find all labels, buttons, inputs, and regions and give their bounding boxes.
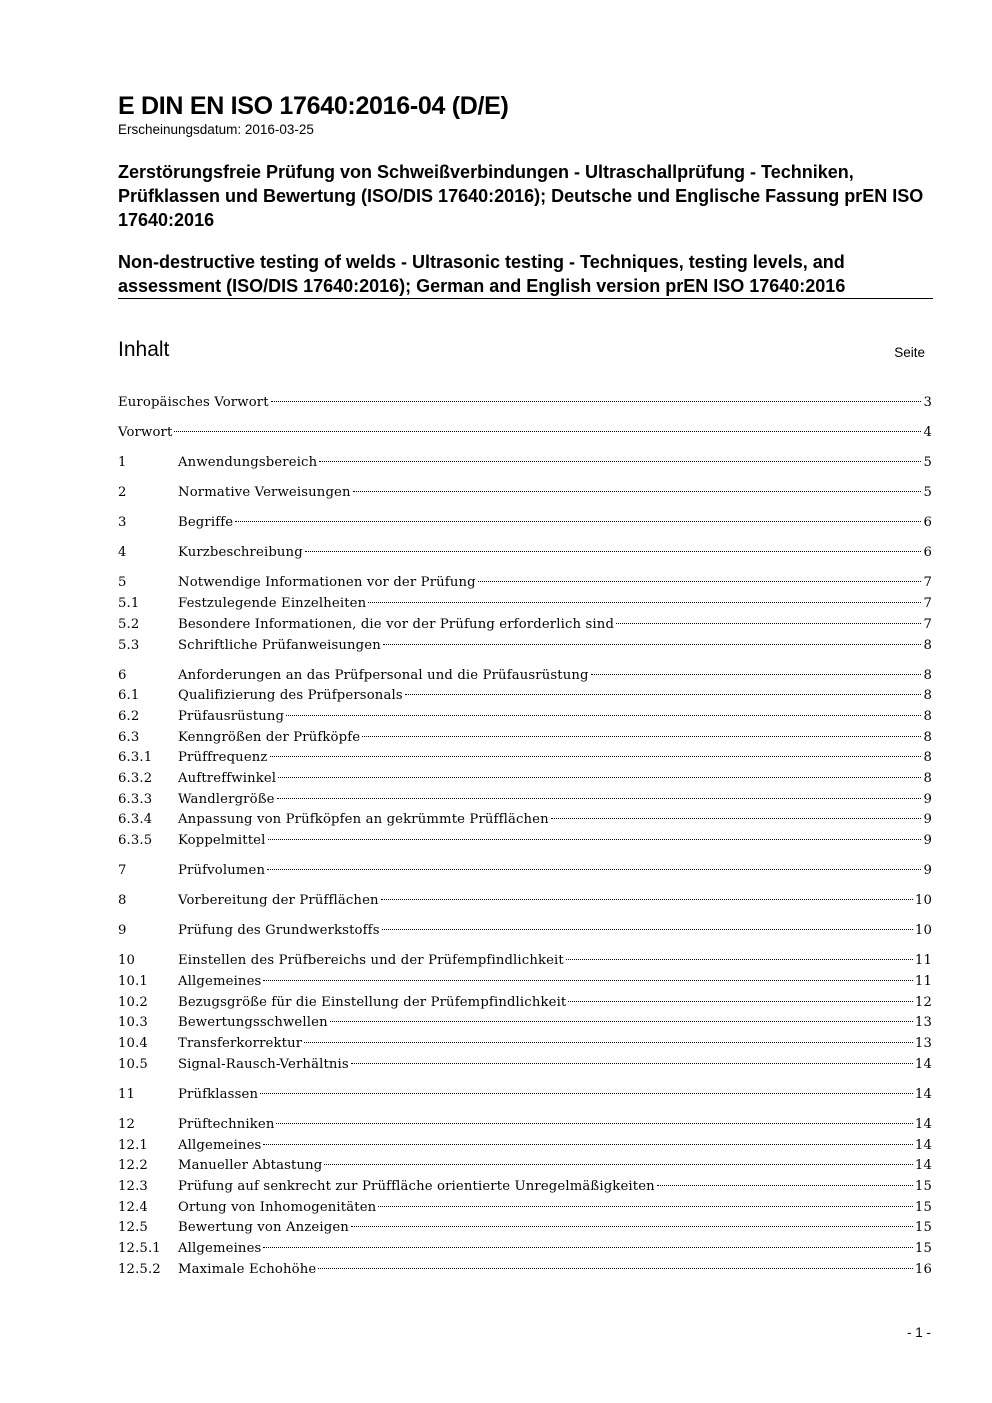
toc-entry-title[interactable]: Kurzbeschreibung bbox=[178, 545, 303, 561]
toc-page-column-label: Seite bbox=[894, 345, 925, 360]
toc-entry-page: 14 bbox=[914, 1137, 932, 1153]
toc-entry-page: 6 bbox=[923, 545, 932, 561]
toc-entry[interactable] bbox=[118, 513, 932, 534]
toc-entry-number: 12.1 bbox=[118, 1137, 148, 1153]
toc-entry-number: 9 bbox=[118, 923, 127, 939]
toc-entry-page: 13 bbox=[914, 1036, 932, 1052]
toc-entry-number: 10 bbox=[118, 953, 136, 969]
toc-entry-page: 11 bbox=[914, 953, 932, 969]
toc-entry-title[interactable]: Prüfvolumen bbox=[178, 863, 266, 879]
toc-entry-page: 12 bbox=[914, 994, 932, 1010]
toc-entry-title[interactable]: Besondere Informationen, die vor der Prüfung erforderlich sind bbox=[178, 616, 615, 632]
toc-entry-title[interactable]: Anpassung von Prüfköpfen an gekrümmte Prüfflächen bbox=[178, 812, 549, 828]
toc-entry[interactable] bbox=[118, 1034, 932, 1055]
toc-entry-title[interactable]: Allgemeines bbox=[178, 974, 262, 990]
document-title-german: Zerstörungsfreie Prüfung von Schweißverbindungen - Ultraschallprüfung - Techniken, Prüfklassen und Bewertung (ISO/DIS 17640:2016); Deutsche und Englische Fassung prEN ISO 17640:2016 bbox=[118, 162, 924, 230]
toc-entry[interactable] bbox=[118, 543, 932, 564]
table-of-contents bbox=[118, 393, 932, 1281]
toc-entry-title[interactable]: Qualifizierung des Prüfpersonals bbox=[178, 688, 403, 704]
toc-entry-title[interactable]: Europäisches Vorwort bbox=[118, 395, 269, 410]
toc-entry-page: 9 bbox=[923, 863, 932, 879]
toc-entry-page: 16 bbox=[914, 1261, 932, 1277]
toc-dot-leader bbox=[324, 1164, 913, 1165]
toc-entry-page: 14 bbox=[914, 1117, 932, 1133]
toc-dot-leader bbox=[260, 1093, 913, 1094]
toc-entry-number: 10.1 bbox=[118, 974, 148, 990]
toc-entry[interactable] bbox=[118, 1115, 932, 1136]
toc-entry-page: 7 bbox=[923, 596, 932, 612]
toc-entry-title[interactable]: Koppelmittel bbox=[178, 833, 266, 849]
toc-dot-leader bbox=[551, 818, 922, 819]
toc-entry-page: 14 bbox=[914, 1056, 932, 1072]
toc-entry-number: 11 bbox=[118, 1086, 136, 1102]
toc-entry[interactable] bbox=[118, 393, 932, 414]
toc-entry-title[interactable]: Festzulegende Einzelheiten bbox=[178, 596, 367, 612]
toc-entry-number: 1 bbox=[118, 455, 127, 471]
toc-dot-leader bbox=[351, 1063, 913, 1064]
toc-entry-title[interactable]: Schriftliche Prüfanweisungen bbox=[178, 637, 381, 653]
toc-entry-number: 2 bbox=[118, 485, 127, 501]
toc-entry-page: 8 bbox=[923, 708, 932, 724]
toc-entry-title[interactable]: Begriffe bbox=[178, 515, 234, 531]
toc-entry[interactable] bbox=[118, 810, 932, 831]
toc-entry-title[interactable]: Ortung von Inhomogenitäten bbox=[178, 1199, 377, 1215]
toc-entry-number: 6.3 bbox=[118, 729, 140, 745]
toc-entry-title[interactable]: Transferkorrektur bbox=[178, 1036, 303, 1052]
toc-entry-title[interactable]: Notwendige Informationen vor der Prüfung bbox=[178, 575, 476, 591]
toc-entry-page: 8 bbox=[923, 637, 932, 653]
toc-entry-page: 9 bbox=[923, 812, 932, 828]
toc-entry-page: 15 bbox=[914, 1179, 932, 1195]
toc-dot-leader bbox=[271, 401, 922, 402]
toc-entry-page: 10 bbox=[914, 923, 932, 939]
toc-dot-leader bbox=[270, 756, 922, 757]
toc-entry-page: 9 bbox=[923, 791, 932, 807]
toc-entry[interactable] bbox=[118, 686, 932, 707]
toc-entry-page: 5 bbox=[923, 455, 932, 471]
toc-dot-leader bbox=[383, 644, 922, 645]
title-divider bbox=[118, 298, 933, 299]
toc-entry-title[interactable]: Maximale Echohöhe bbox=[178, 1261, 317, 1277]
toc-entry[interactable] bbox=[118, 728, 932, 749]
toc-entry[interactable] bbox=[118, 1239, 932, 1260]
toc-entry-title[interactable]: Anwendungsbereich bbox=[178, 455, 318, 471]
toc-entry-title[interactable]: Prüfung des Grundwerkstoffs bbox=[178, 923, 380, 939]
toc-entry-page: 10 bbox=[914, 893, 932, 909]
toc-entry-title[interactable]: Prüffrequenz bbox=[178, 750, 268, 766]
toc-entry-number: 12.5.1 bbox=[118, 1241, 161, 1257]
toc-dot-leader bbox=[268, 839, 922, 840]
toc-entry-title[interactable]: Prüftechniken bbox=[178, 1117, 275, 1133]
toc-entry[interactable] bbox=[118, 831, 932, 852]
toc-entry[interactable] bbox=[118, 1013, 932, 1034]
toc-entry-page: 7 bbox=[923, 616, 932, 632]
toc-entry[interactable] bbox=[118, 1198, 932, 1219]
toc-entry[interactable] bbox=[118, 1218, 932, 1239]
toc-entry-page: 4 bbox=[923, 425, 932, 441]
toc-entry-title[interactable]: Manueller Abtastung bbox=[178, 1158, 323, 1174]
toc-entry-title[interactable]: Bewertungsschwellen bbox=[178, 1015, 328, 1031]
toc-dot-leader bbox=[353, 491, 922, 492]
toc-dot-leader bbox=[368, 602, 921, 603]
toc-entry-page: 14 bbox=[914, 1158, 932, 1174]
toc-dot-leader bbox=[319, 461, 921, 462]
document-id: E DIN EN ISO 17640:2016-04 (D/E) bbox=[118, 92, 509, 120]
toc-entry-title[interactable]: Prüfausrüstung bbox=[178, 708, 285, 724]
toc-dot-leader bbox=[382, 929, 913, 930]
toc-entry-page: 8 bbox=[923, 750, 932, 766]
toc-dot-leader bbox=[318, 1268, 913, 1269]
toc-entry-page: 8 bbox=[923, 688, 932, 704]
toc-entry-title[interactable]: Kenngrößen der Prüfköpfe bbox=[178, 729, 361, 745]
toc-entry-page: 5 bbox=[923, 485, 932, 501]
toc-entry[interactable] bbox=[118, 594, 932, 615]
toc-entry-number: 3 bbox=[118, 515, 127, 531]
toc-dot-leader bbox=[616, 623, 921, 624]
toc-entry[interactable] bbox=[118, 972, 932, 993]
toc-dot-leader bbox=[278, 777, 921, 778]
toc-dot-leader bbox=[330, 1021, 913, 1022]
toc-entry[interactable] bbox=[118, 921, 932, 942]
document-title-english: Non-destructive testing of welds - Ultrasonic testing - Techniques, testing levels, and assessment (ISO/DIS 17640:2016); German and English version prEN ISO 17640:2016 bbox=[118, 252, 846, 296]
toc-entry-number: 6.2 bbox=[118, 708, 140, 724]
toc-entry-title[interactable]: Wandlergröße bbox=[178, 791, 275, 807]
toc-entry[interactable] bbox=[118, 1177, 932, 1198]
toc-entry-title[interactable]: Prüfung auf senkrecht zur Prüffläche orientierte Unregelmäßigkeiten bbox=[178, 1179, 655, 1195]
toc-entry[interactable] bbox=[118, 1055, 932, 1076]
toc-entry-title[interactable]: Normative Verweisungen bbox=[178, 485, 351, 501]
toc-entry-title[interactable]: Signal-Rausch-Verhältnis bbox=[178, 1056, 349, 1072]
toc-entry-title[interactable]: Bewertung von Anzeigen bbox=[178, 1220, 349, 1236]
toc-entry-number: 10.2 bbox=[118, 994, 148, 1010]
toc-entry-number: 12.5.2 bbox=[118, 1261, 161, 1277]
toc-dot-leader bbox=[286, 715, 921, 716]
toc-entry-title[interactable]: Auftreffwinkel bbox=[178, 771, 277, 787]
toc-dot-leader bbox=[263, 980, 912, 981]
toc-entry[interactable] bbox=[118, 790, 932, 811]
toc-dot-leader bbox=[277, 798, 922, 799]
toc-entry-number: 10.3 bbox=[118, 1015, 148, 1031]
toc-dot-leader bbox=[566, 959, 913, 960]
toc-entry-number: 12.3 bbox=[118, 1179, 148, 1195]
toc-entry-number: 5 bbox=[118, 575, 127, 591]
toc-entry-number: 10.4 bbox=[118, 1036, 148, 1052]
toc-entry[interactable] bbox=[118, 951, 932, 972]
toc-entry[interactable] bbox=[118, 1085, 932, 1106]
toc-dot-leader bbox=[304, 1042, 913, 1043]
toc-entry-page: 9 bbox=[923, 833, 932, 849]
toc-entry-number: 6.3.4 bbox=[118, 812, 153, 828]
toc-entry-page: 11 bbox=[914, 974, 932, 990]
footer-page-number: - 1 - bbox=[906, 1325, 931, 1340]
toc-entry-title[interactable]: Einstellen des Prüfbereichs und der Prüfempfindlichkeit bbox=[178, 953, 564, 969]
toc-entry-page: 13 bbox=[914, 1015, 932, 1031]
toc-entry-number: 6.3.3 bbox=[118, 791, 153, 807]
toc-entry-page: 8 bbox=[923, 771, 932, 787]
toc-entry-page: 15 bbox=[914, 1241, 932, 1257]
toc-heading: Inhalt bbox=[118, 338, 170, 361]
toc-entry-page: 15 bbox=[914, 1220, 932, 1236]
toc-entry-number: 6.3.2 bbox=[118, 771, 153, 787]
toc-entry-number: 7 bbox=[118, 863, 127, 879]
toc-entry-page: 14 bbox=[914, 1086, 932, 1102]
toc-entry-title[interactable]: Vorbereitung der Prüfflächen bbox=[178, 893, 379, 909]
toc-entry-page: 7 bbox=[923, 575, 932, 591]
toc-entry[interactable] bbox=[118, 707, 932, 728]
toc-entry[interactable] bbox=[118, 573, 932, 594]
toc-entry-title[interactable]: Allgemeines bbox=[178, 1241, 262, 1257]
toc-entry-title[interactable]: Anforderungen an das Prüfpersonal und die Prüfausrüstung bbox=[178, 667, 589, 683]
toc-entry-number: 5.3 bbox=[118, 637, 140, 653]
toc-entry[interactable] bbox=[118, 1136, 932, 1157]
toc-entry-title[interactable]: Vorwort bbox=[118, 425, 173, 441]
toc-entry[interactable] bbox=[118, 1260, 932, 1281]
toc-entry-title[interactable]: Prüfklassen bbox=[178, 1086, 259, 1102]
toc-entry-number: 6.3.5 bbox=[118, 833, 153, 849]
toc-entry-number: 12.4 bbox=[118, 1199, 148, 1215]
toc-dot-leader bbox=[657, 1185, 913, 1186]
toc-dot-leader bbox=[267, 869, 921, 870]
toc-entry-number: 6.1 bbox=[118, 688, 140, 704]
toc-entry-page: 15 bbox=[914, 1199, 932, 1215]
toc-entry[interactable] bbox=[118, 769, 932, 790]
toc-entry-number: 12.5 bbox=[118, 1220, 148, 1236]
toc-entry-number: 8 bbox=[118, 893, 127, 909]
toc-dot-leader bbox=[174, 431, 921, 432]
toc-entry[interactable] bbox=[118, 666, 932, 687]
toc-entry-number: 12.2 bbox=[118, 1158, 148, 1174]
toc-dot-leader bbox=[405, 694, 922, 695]
toc-entry-number: 4 bbox=[118, 545, 127, 561]
toc-entry[interactable] bbox=[118, 748, 932, 769]
toc-entry-number: 6 bbox=[118, 667, 127, 683]
toc-entry-page: 6 bbox=[923, 515, 932, 531]
toc-entry-number: 5.2 bbox=[118, 616, 140, 632]
toc-dot-leader bbox=[276, 1123, 912, 1124]
toc-entry-page: 3 bbox=[923, 395, 932, 410]
toc-dot-leader bbox=[478, 581, 922, 582]
toc-entry-number: 10.5 bbox=[118, 1056, 148, 1072]
toc-entry[interactable] bbox=[118, 993, 932, 1014]
toc-dot-leader bbox=[591, 674, 922, 675]
toc-entry-page: 8 bbox=[923, 667, 932, 683]
toc-entry[interactable] bbox=[118, 1156, 932, 1177]
toc-entry[interactable] bbox=[118, 891, 932, 912]
toc-entry-page: 8 bbox=[923, 729, 932, 745]
toc-dot-leader bbox=[568, 1001, 913, 1002]
toc-dot-leader bbox=[263, 1247, 912, 1248]
toc-entry[interactable] bbox=[118, 483, 932, 504]
toc-entry-number: 5.1 bbox=[118, 596, 140, 612]
toc-entry-number: 12 bbox=[118, 1117, 136, 1133]
toc-entry[interactable] bbox=[118, 636, 932, 657]
toc-dot-leader bbox=[381, 899, 913, 900]
toc-entry[interactable] bbox=[118, 423, 932, 444]
toc-dot-leader bbox=[362, 736, 921, 737]
toc-dot-leader bbox=[351, 1226, 913, 1227]
toc-entry[interactable] bbox=[118, 453, 932, 474]
toc-entry[interactable] bbox=[118, 861, 932, 882]
toc-entry-title[interactable]: Bezugsgröße für die Einstellung der Prüfempfindlichkeit bbox=[178, 994, 567, 1010]
toc-entry-number: 6.3.1 bbox=[118, 750, 153, 766]
toc-entry[interactable] bbox=[118, 615, 932, 636]
toc-dot-leader bbox=[378, 1206, 913, 1207]
toc-entry-title[interactable]: Allgemeines bbox=[178, 1137, 262, 1153]
toc-dot-leader bbox=[235, 521, 921, 522]
toc-dot-leader bbox=[305, 551, 922, 552]
issue-date: Erscheinungsdatum: 2016-03-25 bbox=[118, 122, 314, 137]
toc-dot-leader bbox=[263, 1144, 912, 1145]
